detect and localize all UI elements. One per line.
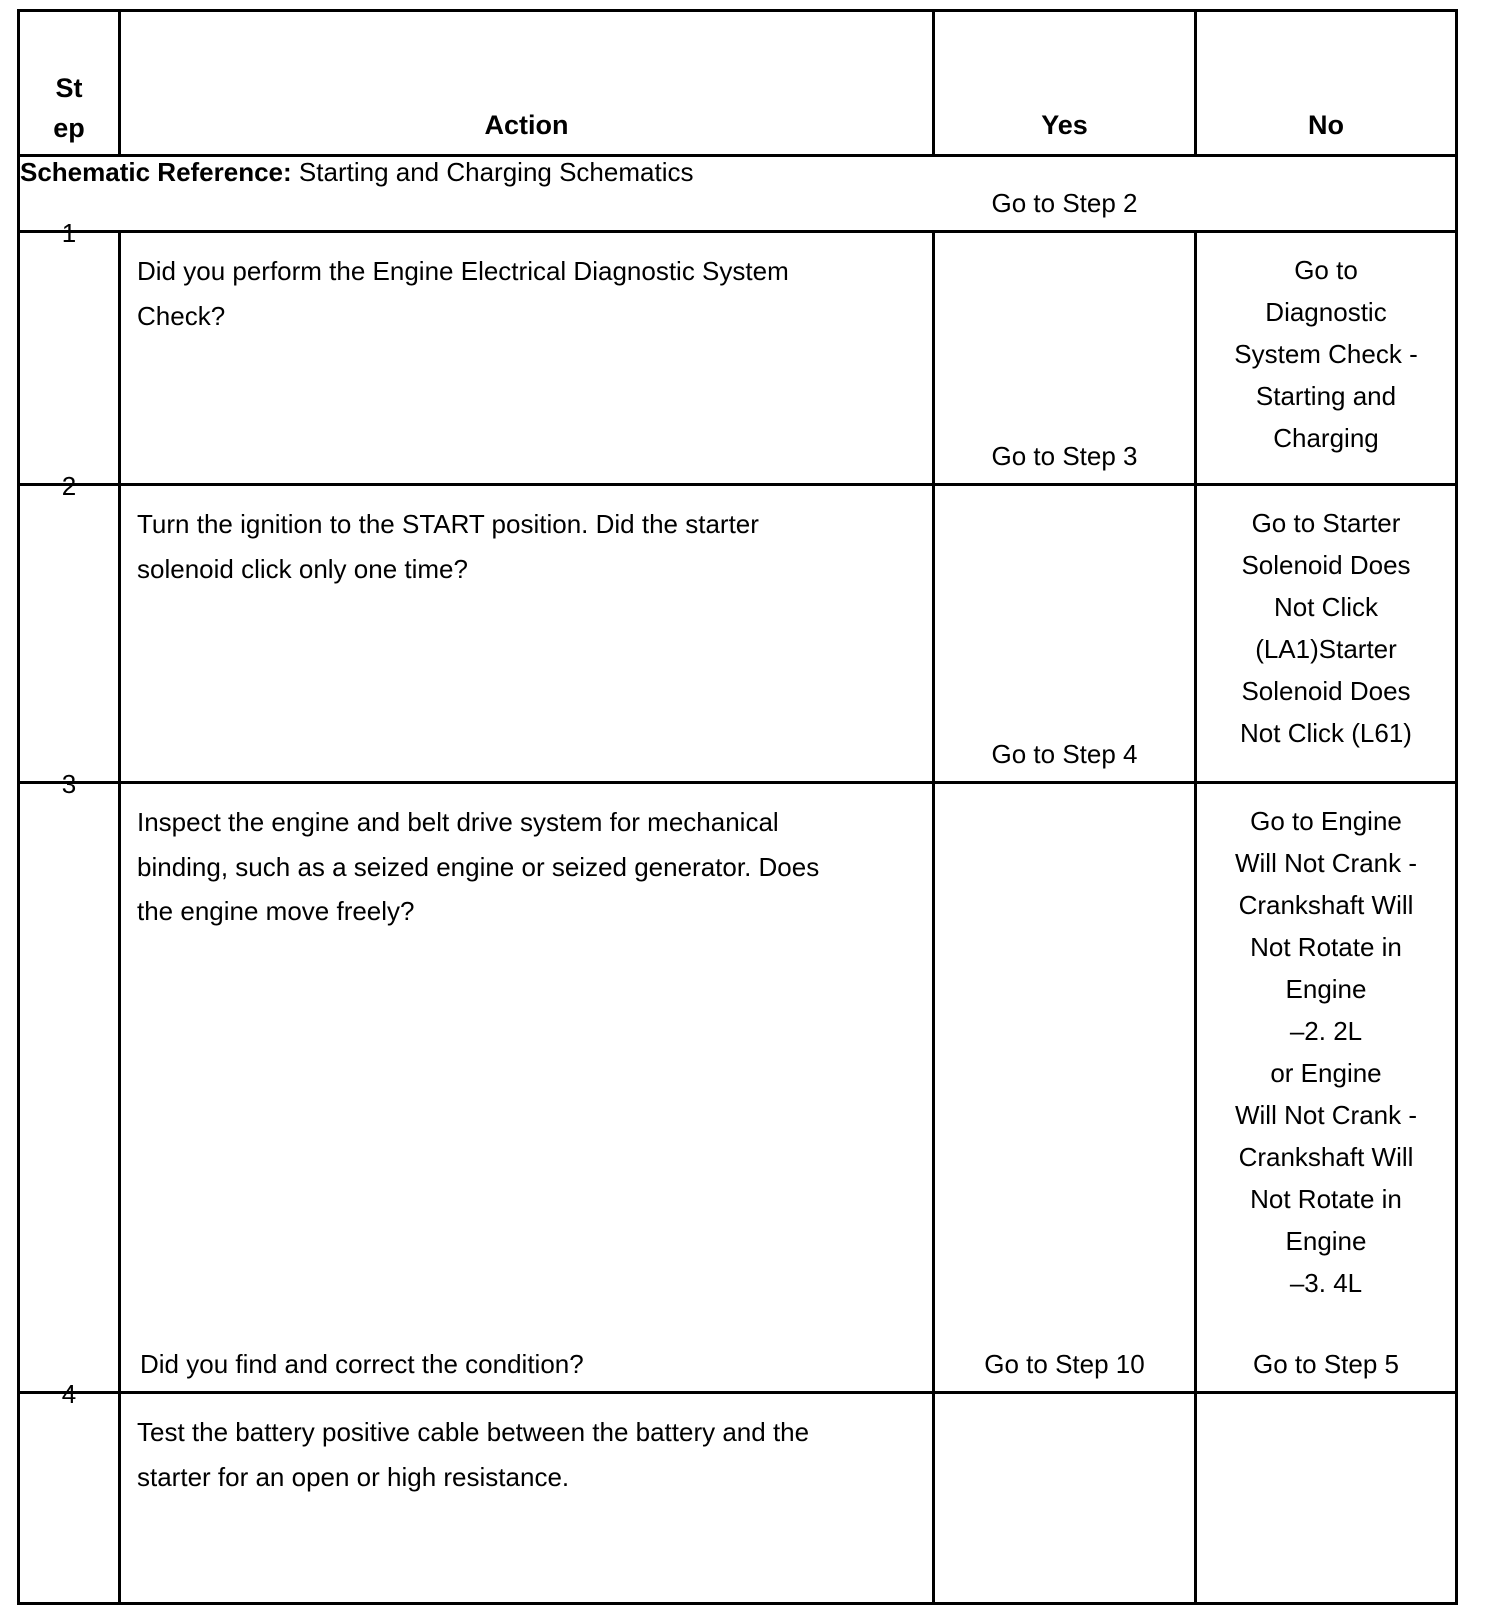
action-question: Did you find and correct the condition? bbox=[140, 1348, 584, 1379]
diagnostic-table bbox=[17, 9, 1458, 1605]
no-result-line: Not Click bbox=[1273, 592, 1378, 622]
header-yes-label: Yes bbox=[1041, 110, 1088, 140]
no-result-line: Go to Starter bbox=[1251, 508, 1401, 538]
action-line: Check? bbox=[137, 300, 226, 331]
schematic-reference-row bbox=[19, 156, 1457, 232]
no-cell bbox=[1196, 232, 1457, 485]
header-step-line1: St bbox=[55, 73, 83, 103]
no-result-line: Solenoid Does bbox=[1241, 676, 1411, 706]
action-cell bbox=[120, 783, 934, 1393]
no-result-line: Go to Engine bbox=[1250, 806, 1402, 836]
header-step bbox=[19, 11, 120, 156]
no-result-line: –2. 2L bbox=[1289, 1016, 1363, 1046]
action-cell bbox=[120, 1348, 934, 1604]
step-number: 3 bbox=[61, 768, 77, 799]
schematic-reference bbox=[19, 156, 1457, 232]
no-result-line: System Check - bbox=[1234, 339, 1418, 369]
no-cell bbox=[1196, 1348, 1457, 1604]
no-result-line: Crankshaft Will bbox=[1238, 890, 1414, 920]
no-result-line: Diagnostic bbox=[1265, 297, 1387, 327]
step-cell bbox=[19, 768, 120, 1393]
table-row bbox=[19, 1393, 1457, 1604]
no-cell bbox=[1196, 485, 1457, 783]
no-result-line: Starting and bbox=[1255, 381, 1397, 411]
header-no-label: No bbox=[1308, 110, 1344, 140]
step-number: 4 bbox=[61, 1378, 77, 1409]
header-no bbox=[1196, 11, 1457, 156]
step-cell bbox=[19, 470, 120, 783]
no-cell bbox=[1196, 783, 1457, 1393]
action-line: the engine move freely? bbox=[137, 896, 415, 926]
header-yes bbox=[934, 11, 1196, 156]
header-action-label: Action bbox=[484, 110, 569, 140]
no-result-line: (LA1)Starter bbox=[1255, 634, 1397, 664]
table-row bbox=[19, 485, 1457, 783]
no-result-line: Go to bbox=[1294, 255, 1358, 285]
yes-result: Go to Step 2 bbox=[991, 187, 1138, 218]
no-result-line: Charging bbox=[1273, 423, 1379, 453]
no-result-line: Crankshaft Will bbox=[1238, 1142, 1414, 1172]
yes-result: Go to Step 3 bbox=[991, 440, 1138, 471]
action-line: solenoid click only one time? bbox=[137, 553, 468, 584]
schematic-reference-value: Starting and Charging Schematics bbox=[298, 157, 694, 187]
step-cell bbox=[19, 217, 120, 485]
no-result-line: –3. 4L bbox=[1289, 1268, 1363, 1298]
yes-cell bbox=[934, 1348, 1196, 1604]
no-result: Go to Step 5 bbox=[1253, 1348, 1399, 1379]
schematic-reference-label: Schematic Reference: bbox=[20, 157, 292, 187]
action-line: starter for an open or high resistance. bbox=[137, 1461, 570, 1492]
table-row bbox=[19, 232, 1457, 485]
table-header-row bbox=[19, 11, 1457, 156]
no-result-line: Not Click (L61) bbox=[1240, 718, 1412, 748]
no-result-line: Engine bbox=[1285, 974, 1367, 1004]
header-action bbox=[120, 11, 934, 156]
no-result-line: Solenoid Does bbox=[1241, 550, 1411, 580]
no-result-line: Will Not Crank - bbox=[1234, 848, 1417, 878]
step-number: 1 bbox=[61, 217, 77, 248]
action-line: Test the battery positive cable between the battery and the bbox=[137, 1417, 810, 1447]
action-cell bbox=[120, 485, 934, 783]
step-cell bbox=[19, 1378, 120, 1604]
no-result-line: Not Rotate in bbox=[1250, 1184, 1402, 1214]
step-number: 2 bbox=[61, 470, 77, 501]
action-cell bbox=[120, 232, 934, 485]
yes-result: Go to Step 10 bbox=[984, 1348, 1145, 1379]
no-result-line: Not Rotate in bbox=[1250, 932, 1402, 962]
action-line: Inspect the engine and belt drive system for mechanical bbox=[137, 807, 779, 837]
header-step-line2: ep bbox=[53, 113, 85, 143]
no-result-line: Will Not Crank - bbox=[1234, 1100, 1417, 1130]
action-line: binding, such as a seized engine or seized generator. Does bbox=[137, 851, 820, 882]
yes-result: Go to Step 4 bbox=[991, 738, 1138, 769]
no-result-line: or Engine bbox=[1270, 1058, 1382, 1088]
table-row bbox=[19, 783, 1457, 1393]
yes-cell bbox=[934, 738, 1196, 1393]
action-line: Turn the ignition to the START position. Did the starter bbox=[137, 509, 759, 539]
no-result-line: Engine bbox=[1285, 1226, 1367, 1256]
action-line: Did you perform the Engine Electrical Diagnostic System bbox=[137, 256, 789, 286]
